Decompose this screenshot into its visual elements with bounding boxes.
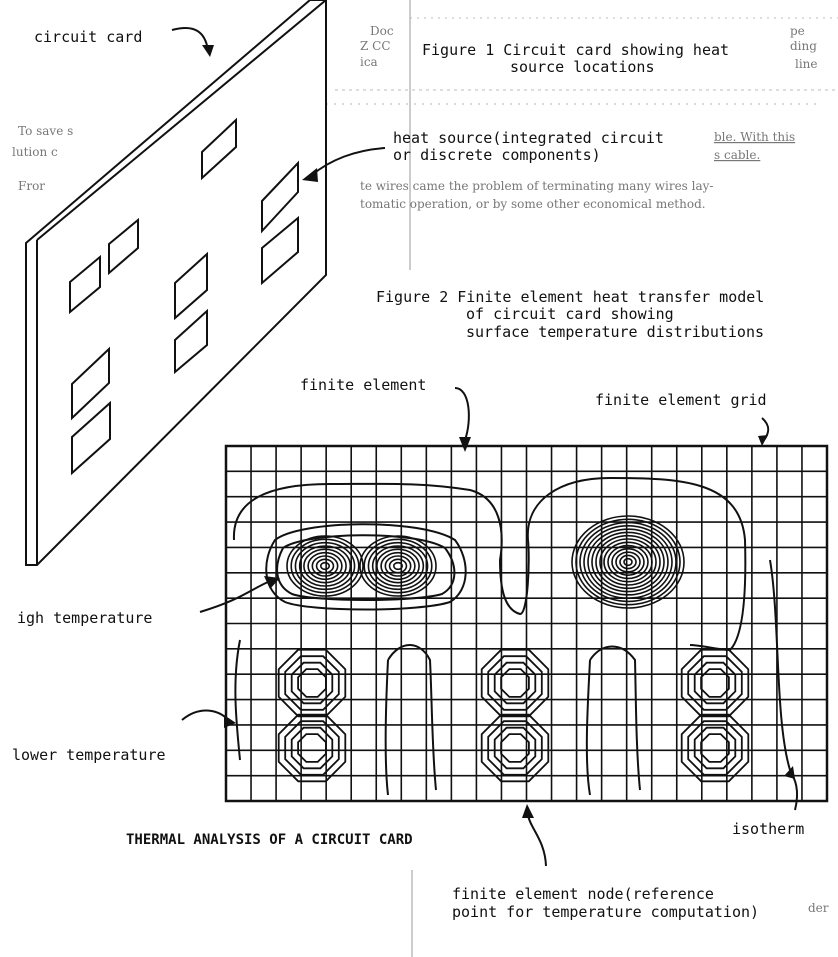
label-heat-source-line1: heat source(integrated circuit bbox=[393, 129, 664, 147]
label-isotherm: isotherm bbox=[732, 820, 805, 838]
bleed-top-right-1: pe bbox=[790, 24, 805, 38]
hot-zone-contour bbox=[360, 536, 436, 596]
hot-zone-contour bbox=[317, 559, 334, 572]
isotherm-contours bbox=[234, 478, 790, 795]
hot-zone-contour bbox=[321, 563, 329, 570]
label-circuit-card: circuit card bbox=[34, 28, 143, 46]
isotherm-right bbox=[770, 560, 790, 770]
octagon-contour bbox=[501, 734, 529, 762]
bleed-left-1: To save s bbox=[18, 124, 74, 138]
bleed-mid-1: te wires came the problem of terminating many wires lay- bbox=[360, 179, 714, 193]
arrow-node bbox=[528, 815, 546, 866]
arrow-circuit-card bbox=[172, 28, 208, 50]
arrowhead bbox=[459, 437, 471, 452]
arrowhead bbox=[202, 45, 214, 57]
hot-zone-contour bbox=[596, 536, 660, 589]
bleed-bottom-right: der bbox=[808, 901, 829, 915]
label-node-line1: finite element node(reference bbox=[452, 885, 714, 903]
figure2-caption-line1: Figure 2 Finite element heat transfer model bbox=[376, 288, 765, 306]
isotherm-mid1 bbox=[388, 645, 436, 790]
figure-title: THERMAL ANALYSIS OF A CIRCUIT CARD bbox=[126, 832, 413, 848]
hot-zone-contour bbox=[624, 559, 632, 566]
octagon-contour bbox=[682, 650, 749, 717]
label-lower-temperature: lower temperature bbox=[12, 746, 166, 764]
bleed-top-right-3: line bbox=[795, 57, 818, 71]
cool-heat-sources bbox=[279, 650, 749, 782]
finite-element-grid bbox=[226, 446, 827, 801]
figure2-caption-line3: surface temperature distributions bbox=[466, 323, 765, 341]
label-node-line2: point for temperature computation) bbox=[452, 903, 760, 921]
octagon-contour bbox=[285, 721, 339, 775]
hot-zone-contour bbox=[390, 559, 407, 572]
octagon-contour bbox=[298, 734, 326, 762]
octagon-contour bbox=[701, 669, 729, 697]
octagon-contour bbox=[279, 650, 346, 717]
octagon-contour bbox=[482, 650, 549, 717]
octagon-contour bbox=[488, 656, 542, 710]
hot-zone-contour bbox=[377, 549, 419, 582]
octagon-contour bbox=[285, 656, 339, 710]
octagon-contour bbox=[688, 721, 742, 775]
bleed-top-left-2: Z CC bbox=[360, 39, 391, 53]
bleed-left-2: lution c bbox=[12, 145, 58, 159]
isotherm-mid2 bbox=[590, 647, 640, 791]
hot-zone-contour bbox=[580, 523, 676, 602]
bleed-top-right-2: ding bbox=[790, 39, 817, 53]
arrowhead bbox=[522, 804, 534, 818]
figure1-caption-line1: Figure 1 Circuit card showing heat bbox=[422, 41, 730, 59]
label-high-temperature: igh temperature bbox=[17, 609, 153, 627]
bleed-right-1: ble. With this bbox=[714, 130, 796, 144]
bleed-right-2: s cable. bbox=[714, 148, 761, 162]
octagon-contour bbox=[488, 721, 542, 775]
hot-zone-contour bbox=[620, 555, 636, 568]
hot-zone-contour bbox=[304, 549, 346, 582]
figure2-caption-line2: of circuit card showing bbox=[466, 305, 674, 323]
arrowhead bbox=[224, 715, 236, 728]
figure1-caption-line2: source locations bbox=[510, 58, 655, 76]
grid-lines bbox=[226, 446, 827, 801]
octagon-contour bbox=[688, 656, 742, 710]
bleed-mid-2: tomatic operation, or by some other economical method. bbox=[360, 197, 706, 211]
label-finite-element-grid: finite element grid bbox=[595, 391, 767, 409]
hot-zone-contour bbox=[592, 532, 664, 591]
circuit-card-figure bbox=[26, 0, 326, 565]
bleed-top-left-3: ica bbox=[360, 55, 378, 69]
octagon-contour bbox=[298, 669, 326, 697]
hot-zones bbox=[287, 516, 684, 608]
arrow-high-temperature bbox=[200, 582, 268, 612]
hot-zone-contour bbox=[584, 526, 672, 598]
label-finite-element: finite element bbox=[300, 376, 427, 394]
bleed-left-3: Fror bbox=[18, 179, 46, 193]
arrowhead bbox=[758, 435, 768, 446]
arrow-lower-temperature bbox=[182, 711, 228, 720]
arrow-finite-element bbox=[455, 388, 469, 440]
bleed-top-left-1: Doc bbox=[370, 24, 394, 38]
isotherm-mid2b bbox=[587, 660, 590, 795]
label-heat-source-line2: or discrete components) bbox=[393, 146, 601, 164]
octagon-contour bbox=[501, 669, 529, 697]
isotherm-mid1b bbox=[386, 660, 388, 795]
octagon-contour bbox=[701, 734, 729, 762]
